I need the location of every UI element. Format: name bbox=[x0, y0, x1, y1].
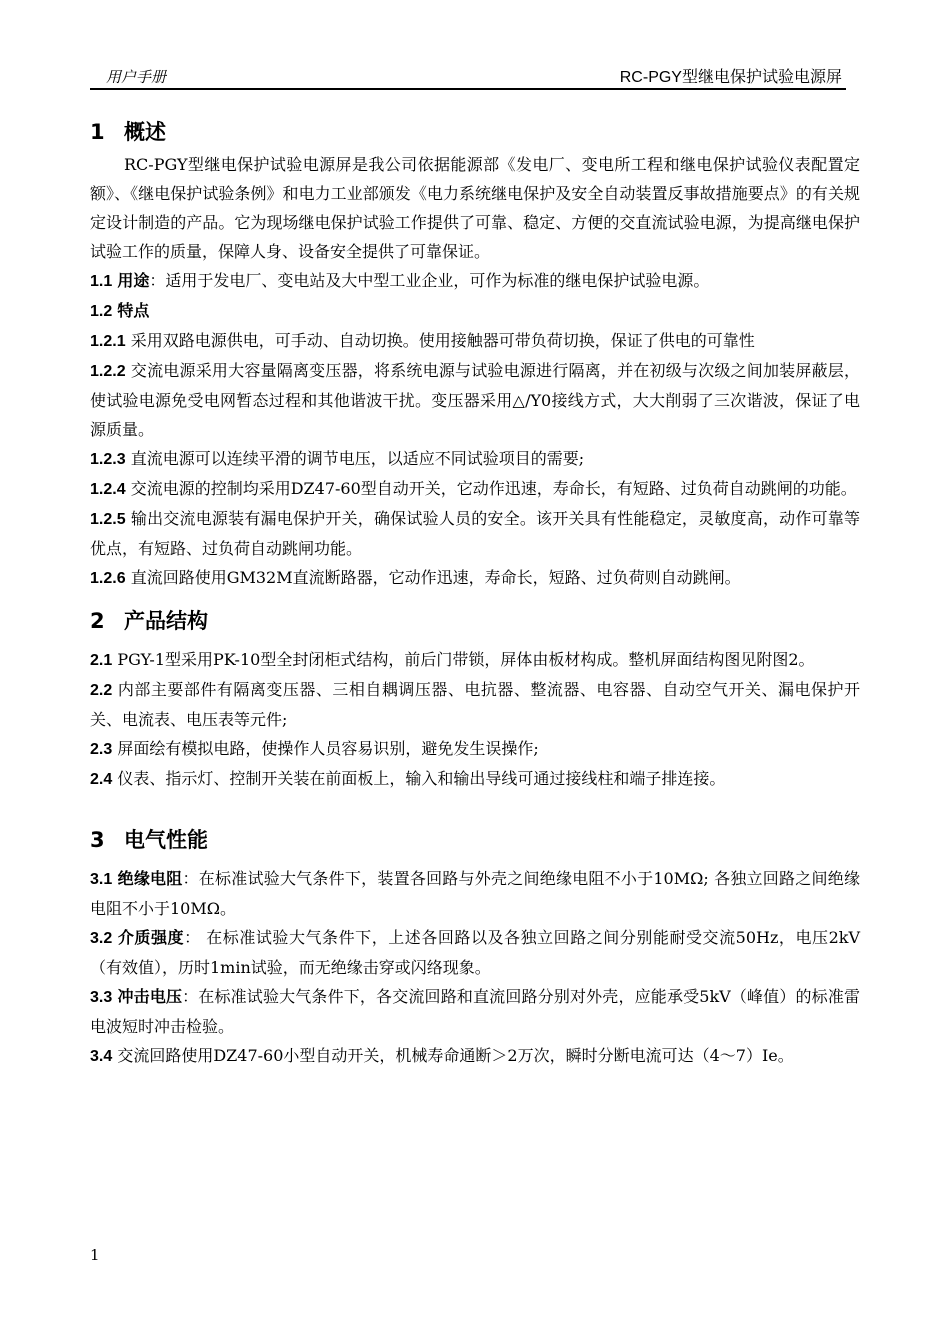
list-item: 1.2.3 直流电源可以连续平滑的调节电压，以适应不同试验项目的需要; bbox=[90, 449, 585, 468]
section-heading: 2 产品结构 bbox=[90, 609, 208, 633]
list-item: 2.1 PGY-1型采用PK-10型全封闭柜式结构，前后门带锁，屏体由板材构成。整机屏面结构图见附图2。 bbox=[90, 650, 815, 669]
intro-paragraph: RC-PGY型继电保护试验电源屏是我公司依据能源部《发电厂、变电所工程和继电保护试验仪表配置定额》、《继电保护试验条例》和电力工业部颁发《电力系统继电保护及安全自动装置反事故措施要点》的有关规定设计制造的产品。它为现场继电保护试验工作提供了可靠、稳定、方便的交直流试验电源，为提高继电保护试验工作的质量，保障人身、设备安全提供了可靠保证。 bbox=[90, 155, 860, 261]
subheading: 1.2 特点 bbox=[90, 301, 150, 320]
list-item: 3.3 冲击电压：在标准试验大气条件下，各交流回路和直流回路分别对外壳，应能承受5kV（峰值）的标准雷电波短时冲击检验。 bbox=[90, 987, 860, 1036]
list-item: 2.3 屏面绘有模拟电路，使操作人员容易识别，避免发生误操作; bbox=[90, 739, 539, 758]
header-model: RC-PGY bbox=[619, 69, 682, 86]
document-body bbox=[90, 116, 860, 1071]
page-number: 1 bbox=[90, 1246, 100, 1264]
header-title-text: 型继电保护试验电源屏 bbox=[681, 67, 842, 86]
list-item: 3.4 交流回路使用DZ47-60小型自动开关，机械寿命通断＞2万次，瞬时分断电流可达（4～7）Ie。 bbox=[90, 1046, 794, 1065]
list-item: 1.2.4 交流电源的控制均采用DZ47-60型自动开关，它动作迅速，寿命长，有短路、过负荷自动跳闸的功能。 bbox=[90, 479, 857, 498]
list-item: 1.2.6 直流回路使用GM32M直流断路器，它动作迅速，寿命长，短路、过负荷则自动跳闸。 bbox=[90, 568, 741, 587]
section-heading: 1 概述 bbox=[90, 120, 166, 144]
paragraph: 1.1 用途：适用于发电厂、变电站及大中型工业企业，可作为标准的继电保护试验电源。 bbox=[90, 271, 710, 290]
list-item: 3.1 绝缘电阻：在标准试验大气条件下，装置各回路与外壳之间绝缘电阻不小于10MΩ; 各独立回路之间绝缘电阻不小于10MΩ。 bbox=[90, 869, 860, 918]
header-rule bbox=[90, 88, 846, 90]
section-heading: 3 电气性能 bbox=[90, 828, 208, 852]
header-manual-label: 用户手册 bbox=[106, 68, 167, 86]
list-item: 3.2 介质强度： 在标准试验大气条件下，上述各回路以及各独立回路之间分别能耐受交流50Hz，电压2kV（有效值），历时1min试验，而无绝缘击穿或闪络现象。 bbox=[90, 928, 860, 977]
list-item: 2.4 仪表、指示灯、控制开关装在前面板上，输入和输出导线可通过接线柱和端子排连接。 bbox=[90, 769, 726, 788]
list-item: 1.2.2 交流电源采用大容量隔离变压器，将系统电源与试验电源进行隔离，并在初级与次级之间加装屏蔽层，使试验电源免受电网暂态过程和其他谐波干扰。变压器采用△/Y0接线方式，大大削弱了三次谐波，保证了电源质量。 bbox=[90, 361, 860, 439]
header-title bbox=[620, 64, 842, 87]
list-item: 1.2.5 输出交流电源装有漏电保护开关，确保试验人员的安全。该开关具有性能稳定，灵敏度高，动作可靠等优点，有短路、过负荷自动跳闸功能。 bbox=[90, 509, 860, 558]
list-item: 2.2 内部主要部件有隔离变压器、三相自耦调压器、电抗器、整流器、电容器、自动空气开关、漏电保护开关、电流表、电压表等元件; bbox=[90, 680, 860, 729]
list-item: 1.2.1 采用双路电源供电，可手动、自动切换。使用接触器可带负荷切换，保证了供电的可靠性 bbox=[90, 331, 755, 350]
